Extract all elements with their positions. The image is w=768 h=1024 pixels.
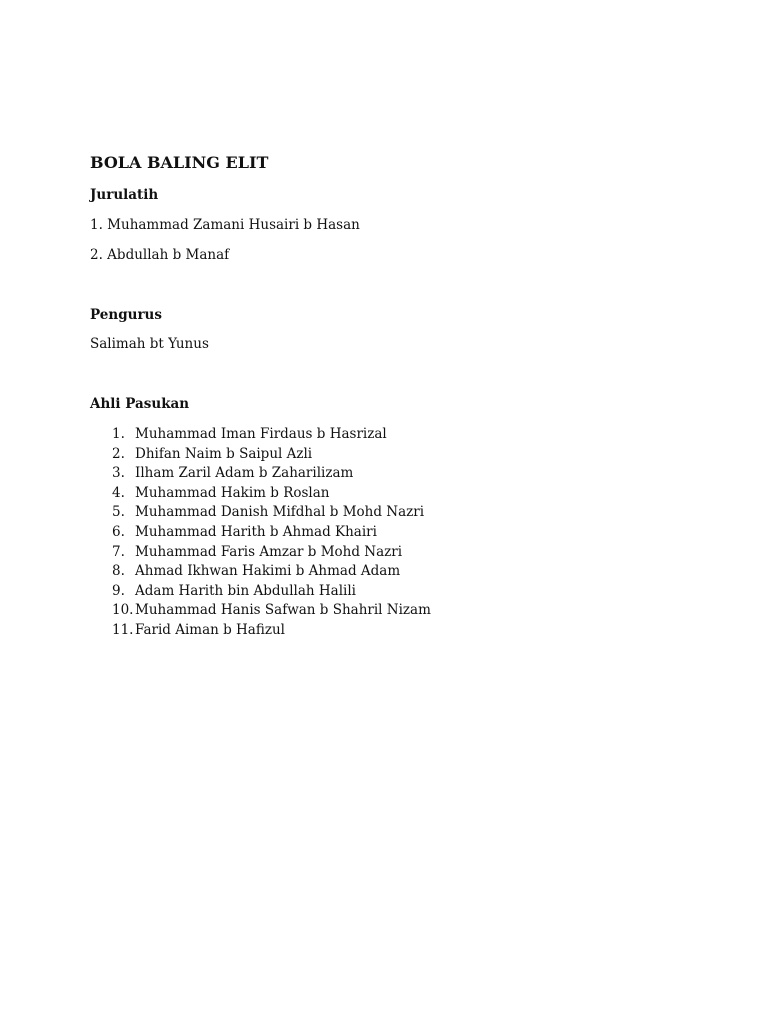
member-name: Muhammad Danish Mifdhal b Mohd Nazri bbox=[135, 504, 425, 521]
jurulatih-item-1: 1. Muhammad Zamani Husairi b Hasan bbox=[90, 217, 360, 233]
member-item bbox=[112, 562, 431, 582]
member-number: 11. bbox=[112, 621, 134, 638]
member-number: 6. bbox=[112, 523, 125, 540]
member-name: Muhammad Hanis Safwan b Shahril Nizam bbox=[135, 602, 431, 619]
member-name: Dhifan Naim b Saipul Azli bbox=[135, 445, 313, 462]
member-item bbox=[112, 445, 431, 465]
member-name: Muhammad Iman Firdaus b Hasrizal bbox=[135, 426, 387, 442]
member-item bbox=[112, 503, 431, 523]
member-item bbox=[112, 484, 431, 504]
member-number: 9. bbox=[112, 582, 125, 599]
member-number: 1. bbox=[112, 426, 125, 442]
member-item bbox=[112, 425, 431, 445]
member-item bbox=[112, 523, 431, 543]
member-name: Muhammad Harith b Ahmad Khairi bbox=[135, 523, 377, 540]
ahli-pasukan-list bbox=[112, 425, 431, 641]
member-item bbox=[112, 601, 431, 621]
jurulatih-item-2: 2. Abdullah b Manaf bbox=[90, 247, 230, 263]
ahli-pasukan-heading: Ahli Pasukan bbox=[90, 396, 190, 412]
document-title: BOLA BALING ELIT bbox=[90, 153, 269, 172]
member-number: 5. bbox=[112, 504, 125, 521]
member-item bbox=[112, 464, 431, 484]
pengurus-heading: Pengurus bbox=[90, 307, 162, 323]
member-name: Farid Aiman b Hafizul bbox=[135, 621, 285, 638]
jurulatih-heading: Jurulatih bbox=[90, 187, 159, 203]
member-item bbox=[112, 621, 431, 641]
pengurus-name: Salimah bt Yunus bbox=[90, 336, 209, 352]
member-name: Muhammad Hakim b Roslan bbox=[135, 484, 330, 501]
member-number: 4. bbox=[112, 484, 125, 501]
member-number: 2. bbox=[112, 445, 125, 462]
member-item bbox=[112, 543, 431, 563]
member-number: 10. bbox=[112, 602, 134, 619]
member-number: 8. bbox=[112, 563, 125, 580]
member-name: Ilham Zaril Adam b Zaharilizam bbox=[135, 465, 354, 482]
member-name: Ahmad Ikhwan Hakimi b Ahmad Adam bbox=[135, 563, 401, 580]
member-number: 7. bbox=[112, 543, 125, 560]
member-number: 3. bbox=[112, 465, 125, 482]
member-name: Muhammad Faris Amzar b Mohd Nazri bbox=[135, 543, 403, 560]
member-name: Adam Harith bin Abdullah Halili bbox=[135, 582, 356, 599]
member-item bbox=[112, 582, 431, 602]
